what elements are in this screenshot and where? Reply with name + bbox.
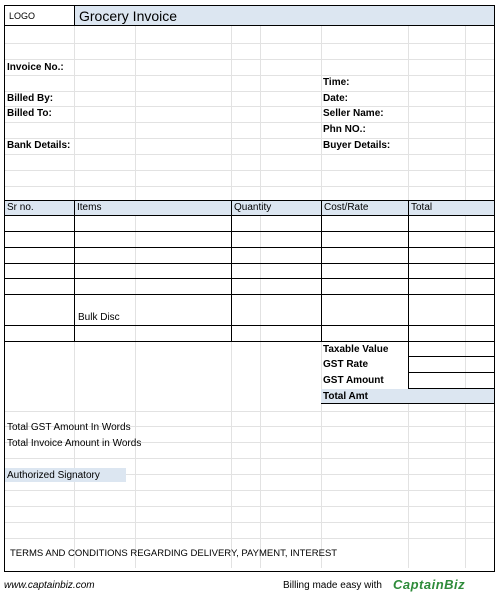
date-label: Date: [323, 93, 349, 104]
billed-to-label: Billed To: [7, 108, 52, 119]
bulk-discount-label: Bulk Disc [78, 312, 120, 323]
captainbiz-logo: CaptainBiz [393, 577, 466, 592]
invoice-amount-in-words-label: Total Invoice Amount in Words [7, 438, 142, 449]
column-header-sr-no: Sr no. [7, 202, 34, 213]
bank-details-label: Bank Details: [7, 140, 71, 151]
column-header-items: Items [77, 202, 102, 213]
invoice-no-label: Invoice No.: [7, 62, 64, 73]
taxable-value-label: Taxable Value [323, 344, 389, 355]
time-label: Time: [323, 77, 350, 88]
column-header-quantity: Quantity [234, 202, 272, 213]
column-header-cost-rate: Cost/Rate [324, 202, 369, 213]
footer-tagline: Billing made easy with [283, 580, 382, 591]
seller-name-label: Seller Name: [323, 108, 384, 119]
total-amount-label: Total Amt [323, 391, 368, 402]
invoice-title: Grocery Invoice [79, 8, 178, 24]
authorized-signatory-label: Authorized Signatory [7, 470, 100, 481]
gst-rate-label: GST Rate [323, 359, 369, 370]
phone-no-label: Phn NO.: [323, 124, 366, 135]
buyer-details-label: Buyer Details: [323, 140, 391, 151]
billed-by-label: Billed By: [7, 93, 54, 104]
logo-placeholder: LOGO [9, 11, 36, 21]
gst-amount-in-words-label: Total GST Amount In Words [7, 422, 131, 433]
invoice-sheet [4, 5, 495, 572]
gst-amount-label: GST Amount [323, 375, 384, 386]
website-link[interactable]: www.captainbiz.com [4, 580, 95, 591]
terms-and-conditions: TERMS AND CONDITIONS REGARDING DELIVERY, PAYMENT, INTEREST [10, 548, 338, 559]
column-header-total: Total [411, 202, 433, 213]
